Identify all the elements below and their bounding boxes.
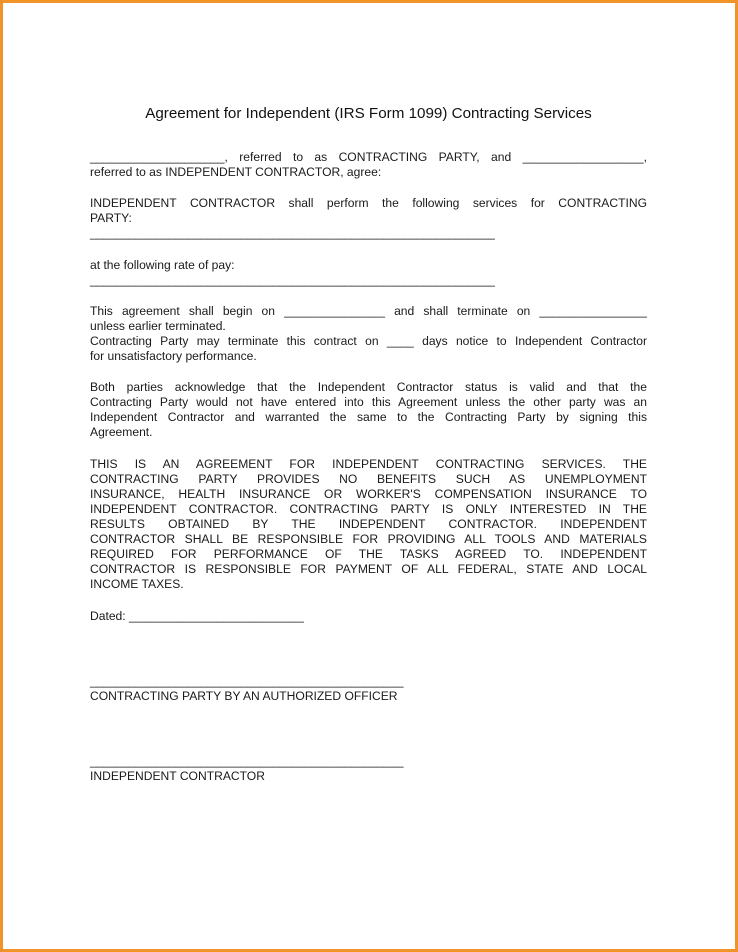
document-title: Agreement for Independent (IRS Form 1099) Contracting Services xyxy=(145,105,592,122)
disclaimer-line-5: RESULTS OBTAINED BY THE INDEPENDENT CONTRACTOR. INDEPENDENT xyxy=(90,517,647,531)
disclaimer-line-6: CONTRACTOR SHALL BE RESPONSIBLE FOR PROVIDING ALL TOOLS AND MATERIALS xyxy=(90,532,647,546)
contracting-party-signature xyxy=(90,674,647,704)
parties-paragraph xyxy=(90,150,647,180)
services-line-1: INDEPENDENT CONTRACTOR shall perform the following services for CONTRACTING xyxy=(90,196,647,210)
term-paragraph xyxy=(90,304,647,364)
contractor-signature-line: ________________________________________________ xyxy=(90,754,404,768)
disclaimer-paragraph xyxy=(90,457,647,592)
parties-line-1: ____________________, referred to as CONTRACTING PARTY, and __________________, xyxy=(90,150,647,164)
term-line-4: for unsatisfactory performance. xyxy=(90,349,257,363)
services-line-2: PARTY: xyxy=(90,211,132,225)
ack-line-2: Contracting Party would not have entered into this Agreement unless the other party was an xyxy=(90,395,647,409)
parties-line-2: referred to as INDEPENDENT CONTRACTOR, agree: xyxy=(90,165,382,179)
acknowledgement-paragraph xyxy=(90,380,647,440)
disclaimer-line-7: REQUIRED FOR PERFORMANCE OF THE TASKS AGREED TO. INDEPENDENT xyxy=(90,547,647,561)
contracting-signature-label: CONTRACTING PARTY BY AN AUTHORIZED OFFICER xyxy=(90,689,398,703)
contractor-signature-label: INDEPENDENT CONTRACTOR xyxy=(90,769,265,783)
contracting-signature-line: ________________________________________________ xyxy=(90,674,404,688)
rate-paragraph xyxy=(90,258,647,288)
services-blank-line: ______________________________________________________________ xyxy=(90,226,495,240)
term-line-2: unless earlier terminated. xyxy=(90,319,226,333)
term-line-1: This agreement shall begin on _______________ and shall terminate on ________________ xyxy=(90,304,647,318)
disclaimer-line-2: CONTRACTING PARTY PROVIDES NO BENEFITS SUCH AS UNEMPLOYMENT xyxy=(90,472,647,486)
services-paragraph xyxy=(90,196,647,241)
contractor-signature xyxy=(90,754,647,784)
ack-line-1: Both parties acknowledge that the Independent Contractor status is valid and that the xyxy=(90,380,647,394)
dated-field xyxy=(90,609,647,624)
dated-line: Dated: __________________________ xyxy=(90,609,304,623)
term-line-3: Contracting Party may terminate this contract on ____ days notice to Independent Contractor xyxy=(90,334,647,348)
disclaimer-line-9: INCOME TAXES. xyxy=(90,577,184,591)
disclaimer-line-4: INDEPENDENT CONTRACTOR. CONTRACTING PARTY IS ONLY INTERESTED IN THE xyxy=(90,502,647,516)
ack-line-3: Independent Contractor and warranted the same to the Contracting Party by signing this xyxy=(90,410,647,424)
rate-label: at the following rate of pay: xyxy=(90,258,235,272)
rate-blank-line: ______________________________________________________________ xyxy=(90,273,495,287)
disclaimer-line-3: INSURANCE, HEALTH INSURANCE OR WORKER'S COMPENSATION INSURANCE TO xyxy=(90,487,647,501)
disclaimer-line-1: THIS IS AN AGREEMENT FOR INDEPENDENT CONTRACTING SERVICES. THE xyxy=(90,457,647,471)
ack-line-4: Agreement. xyxy=(90,425,153,439)
disclaimer-line-8: CONTRACTOR IS RESPONSIBLE FOR PAYMENT OF ALL FEDERAL, STATE AND LOCAL xyxy=(90,562,647,576)
